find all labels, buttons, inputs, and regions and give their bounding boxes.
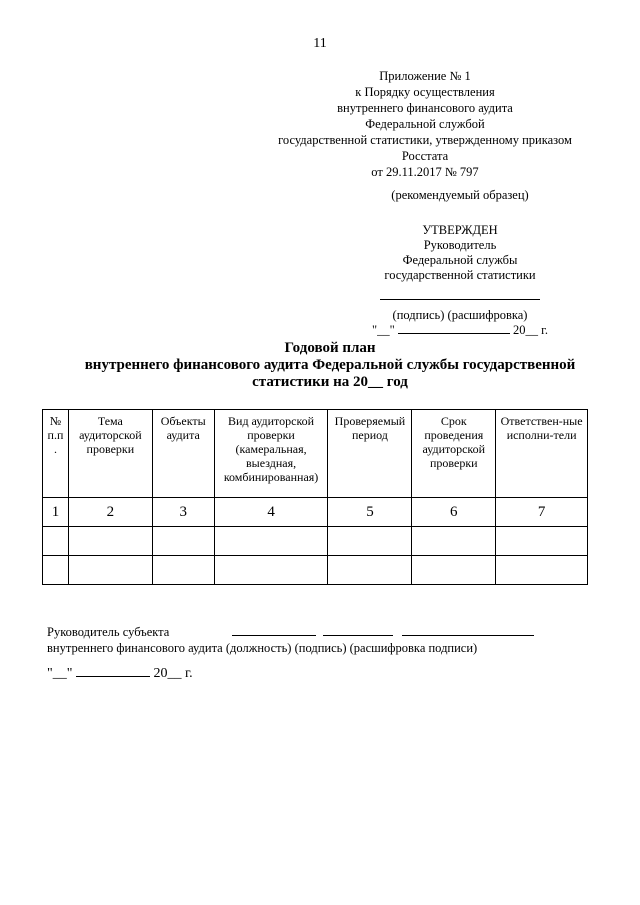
footer-label-1: Руководитель субъекта — [47, 625, 170, 639]
annex-line: к Порядку осуществления — [355, 85, 495, 99]
approved-heading: УТВЕРЖДЕН — [422, 223, 498, 237]
col-header-number: № п.п . — [43, 410, 69, 498]
signature-caption: (подпись) (расшифровка) — [392, 308, 528, 322]
date-day: "__" — [372, 323, 395, 337]
table-cell — [152, 527, 214, 556]
table-cell: 1 — [43, 498, 69, 527]
table-cell: 6 — [412, 498, 496, 527]
position-line — [232, 625, 316, 636]
title-line: внутреннего финансового аудита Федеральной службы государственной — [84, 357, 576, 373]
col-header-type: Вид аудиторской проверки (камеральная, выездная, комбинированная) — [214, 410, 328, 498]
table-cell — [328, 556, 412, 585]
table-cell — [43, 556, 69, 585]
sample-note: (рекомендуемый образец) — [391, 188, 529, 202]
col-header-period: Проверяемый период — [328, 410, 412, 498]
footer-date-day: "__" — [47, 666, 73, 681]
date-year: 20__ г. — [513, 323, 548, 337]
table-cell: 2 — [68, 498, 152, 527]
table-row-numbers — [43, 498, 588, 527]
table-cell: 3 — [152, 498, 214, 527]
signature-line — [380, 287, 540, 300]
table-cell — [68, 527, 152, 556]
table-cell — [496, 527, 588, 556]
annex-line: Федеральной службой — [365, 117, 485, 131]
approved-line: Руководитель — [423, 238, 497, 252]
table-cell — [412, 527, 496, 556]
table-cell: 7 — [496, 498, 588, 527]
table-cell: 5 — [328, 498, 412, 527]
col-header-objects: Объекты аудита — [152, 410, 214, 498]
table-row — [43, 556, 588, 585]
table-header-row — [43, 410, 588, 498]
title-line: Годовой план — [284, 340, 376, 356]
page-number: 11 — [313, 36, 327, 51]
col-header-deadline: Срок проведения аудиторской проверки — [412, 410, 496, 498]
table-cell — [68, 556, 152, 585]
annex-line: от 29.11.2017 № 797 — [371, 165, 479, 179]
footer-row-1 — [47, 624, 534, 640]
annex-line: Приложение № 1 — [379, 69, 471, 83]
col-header-responsible: Ответствен-ные исполни-тели — [496, 410, 588, 498]
signature-line-row — [350, 287, 570, 304]
approved-line: государственной статистики — [384, 268, 536, 282]
footer-row-2 — [47, 640, 534, 656]
footer-date-month-line — [76, 666, 150, 677]
annex-block — [250, 68, 600, 180]
approval-block — [350, 223, 570, 338]
table-cell — [496, 556, 588, 585]
annex-line: Росстата — [401, 149, 449, 163]
table-cell — [152, 556, 214, 585]
footer-captions: (должность) (подпись) (расшифровка подписи) — [225, 641, 478, 655]
table-cell — [214, 556, 328, 585]
footer-signature-block — [47, 624, 534, 656]
approval-date — [350, 323, 570, 338]
table-cell — [214, 527, 328, 556]
table-cell — [412, 556, 496, 585]
date-month-line — [398, 323, 510, 334]
table-row — [43, 527, 588, 556]
annex-line: государственной статистики, утвержденному приказом — [278, 133, 572, 147]
col-header-topic: Тема аудиторской проверки — [68, 410, 152, 498]
title-line: статистики на 20__ год — [252, 374, 408, 390]
footer-label-2: внутреннего финансового аудита — [47, 641, 223, 655]
table-cell — [328, 527, 412, 556]
annex-line: внутреннего финансового аудита — [337, 101, 513, 115]
table-cell — [43, 527, 69, 556]
plan-table — [42, 409, 588, 585]
footer-date-year: 20__ г. — [153, 666, 193, 681]
signature-line — [323, 625, 393, 636]
table-cell: 4 — [214, 498, 328, 527]
approved-line: Федеральной службы — [402, 253, 518, 267]
page-title — [40, 340, 620, 391]
footer-date — [47, 666, 193, 682]
name-line — [402, 625, 534, 636]
